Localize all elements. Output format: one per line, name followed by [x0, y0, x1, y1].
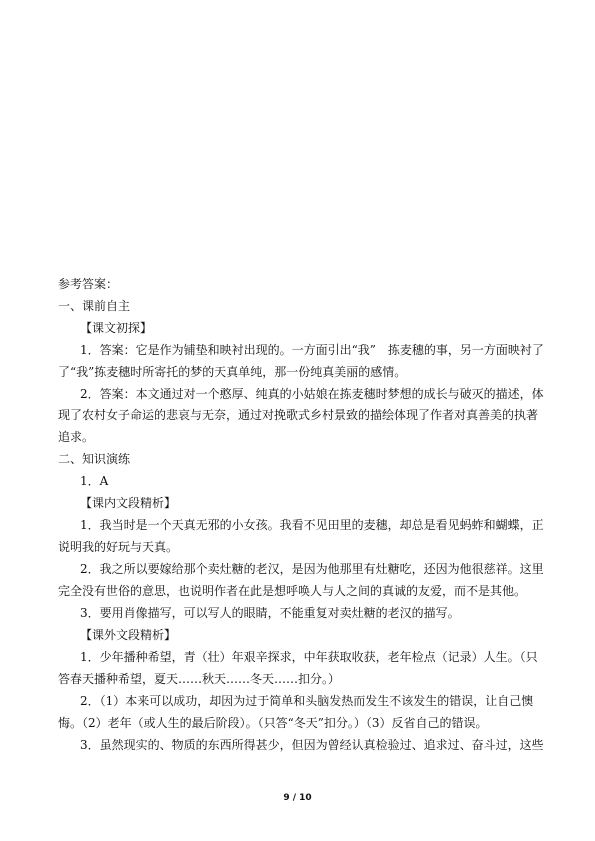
section-heading: 一、课前自主 [58, 299, 131, 313]
text-line: 3．要用肖像描写，可以写人的眼睛，不能重复对卖灶糖的老汉的描写。 [80, 606, 460, 620]
text-line: 说明我的好玩与天真。 [58, 540, 179, 554]
page-number: 9 / 10 [283, 793, 312, 803]
subsection-heading: 【课外文段精析】 [80, 628, 177, 642]
subsection-heading: 【课内文段精析】 [80, 496, 177, 510]
text-line: 完全没有世俗的意思，也说明作者在此是想呼唤人与人之间的真诚的友爱，而不是其他。 [58, 584, 527, 598]
subsection-heading: 【课文初探】 [80, 321, 153, 335]
text-line: 1．我当时是一个天真无邪的小女孩。我看不见田里的麦穗，却总是看见蚂蚱和蝴蝶，正 [80, 518, 544, 532]
text-line: 1．少年播种希望，青（壮）年艰辛探求，中年获取收获，老年检点（记录）人生。（只 [80, 650, 538, 664]
text-line: 了“我”拣麦穗时所寄托的梦的天真单纯，那一份纯真美丽的感情。 [58, 365, 407, 379]
text-line: 2．（1）本来可以成功，却因为过于简单和头脑发热而发生不该发生的错误，让自己懊 [80, 694, 534, 708]
answer-heading: 参考答案： [58, 277, 119, 291]
text-line: 2．我之所以要嫁给那个卖灶糖的老汉，是因为他那里有灶糖吃，还因为他很慈祥。这里 [80, 562, 544, 576]
section-heading: 二、知识演练 [58, 452, 131, 466]
text-line: 3．虽然现实的、物质的东西所得甚少，但因为曾经认真检验过、追求过、奋斗过，这些 [80, 738, 544, 752]
text-line: 悔。（2）老年（或人生的最后阶段）。（只答“冬天”扣分。）（3）反省自己的错误。 [58, 716, 488, 730]
text-line: 现了农村女子命运的悲哀与无奈，通过对挽歌式乡村景致的描绘体现了作者对真善美的执著 [58, 408, 539, 422]
text-line: 2．答案：本文通过对一个憨厚、纯真的小姑娘在拣麦穗时梦想的成长与破灭的描述，体 [80, 387, 544, 401]
text-line: 答春天播种希望，夏天……秋天……冬天……扣分。） [58, 672, 341, 686]
text-line: 追求。 [58, 430, 95, 444]
text-line: 1．答案：它是作为铺垫和映衬出现的。一方面引出“我” 拣麦穗的事，另一方面映衬了 [80, 343, 544, 357]
text-line: 1．A [80, 474, 109, 488]
